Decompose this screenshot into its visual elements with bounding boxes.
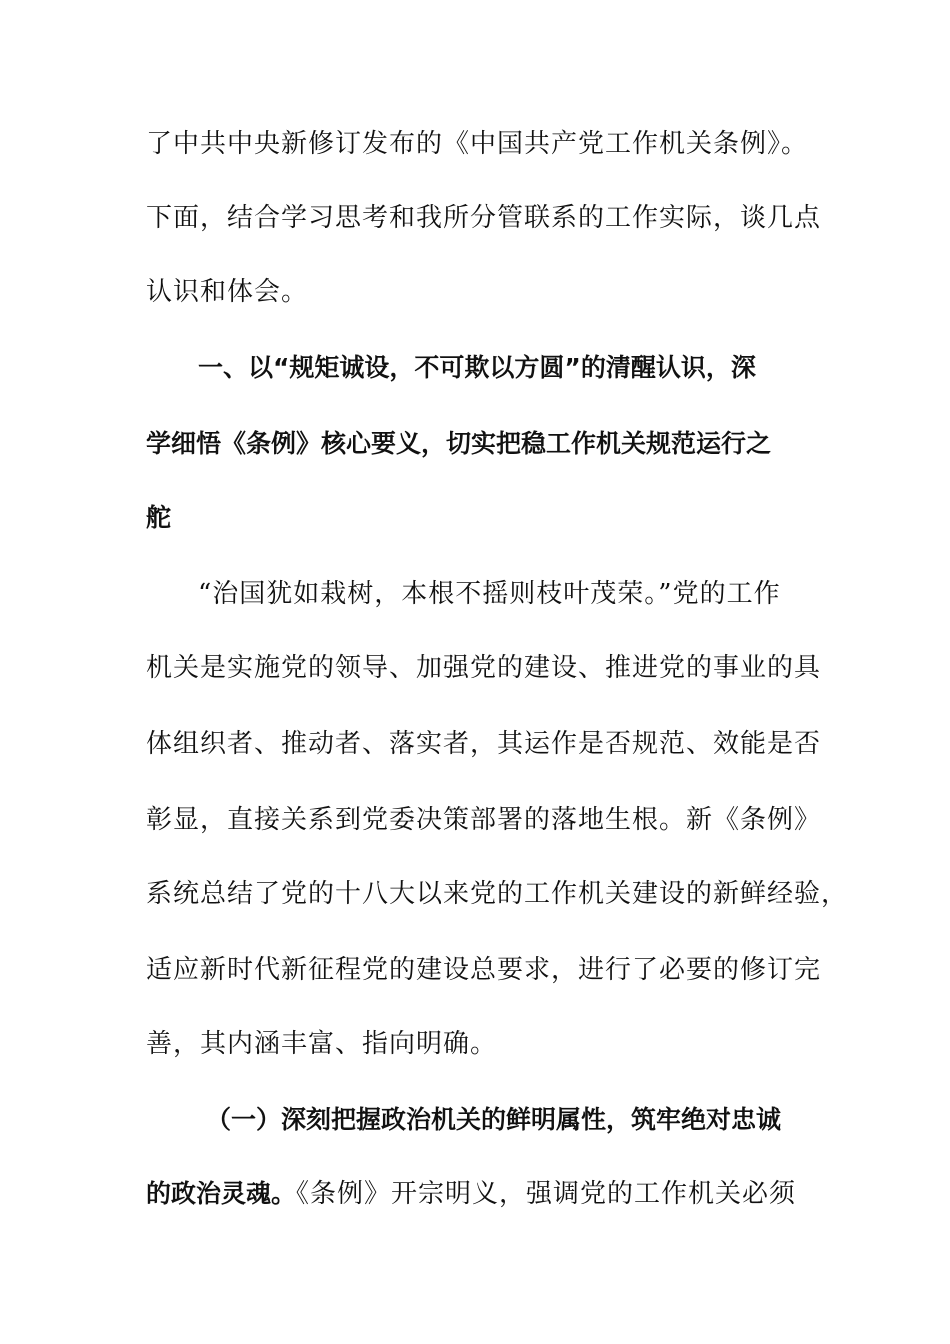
intro-line-1: 了中共中央新修订发布的《中国共产党工作机关条例》。	[146, 129, 809, 159]
heading-1-line-3: 舵	[146, 503, 172, 532]
subheading-1-bold-tail: 的政治灵魂。	[146, 1179, 297, 1208]
para-1-line-1: “治国犹如栽树，本根不摇则枝叶茂荣。”党的工作	[198, 579, 781, 609]
subheading-1-line-1: （一）深刻把握政治机关的鲜明属性，筑牢绝对忠诚	[206, 1105, 782, 1134]
intro-line-3: 认识和体会。	[146, 277, 309, 307]
intro-line-2: 下面，结合学习思考和我所分管联系的工作实际，谈几点	[146, 203, 822, 233]
para-1-line-2: 机关是实施党的领导、加强党的建设、推进党的事业的具	[146, 653, 822, 683]
heading-1-line-1: 一、以“规矩诚设，不可欺以方圆”的清醒认识，深	[198, 353, 756, 382]
para-1-line-7: 善，其内涵丰富、指向明确。	[146, 1029, 498, 1059]
para-1-line-5: 系统总结了党的十八大以来党的工作机关建设的新鲜经验，	[146, 879, 849, 909]
para-1-line-3: 体组织者、推动者、落实者，其运作是否规范、效能是否	[146, 729, 822, 759]
para-1-line-6: 适应新时代新征程党的建设总要求，进行了必要的修订完	[146, 955, 822, 985]
para-1-line-4: 彰显，直接关系到党委决策部署的落地生根。新《条例》	[146, 805, 822, 835]
subheading-1-body-start: 《条例》开宗明义，强调党的工作机关必须	[296, 1179, 797, 1209]
subheading-1-line-2	[146, 1174, 806, 1214]
heading-1-line-2: 学细悟《条例》核心要义，切实把稳工作机关规范运行之	[146, 429, 772, 458]
